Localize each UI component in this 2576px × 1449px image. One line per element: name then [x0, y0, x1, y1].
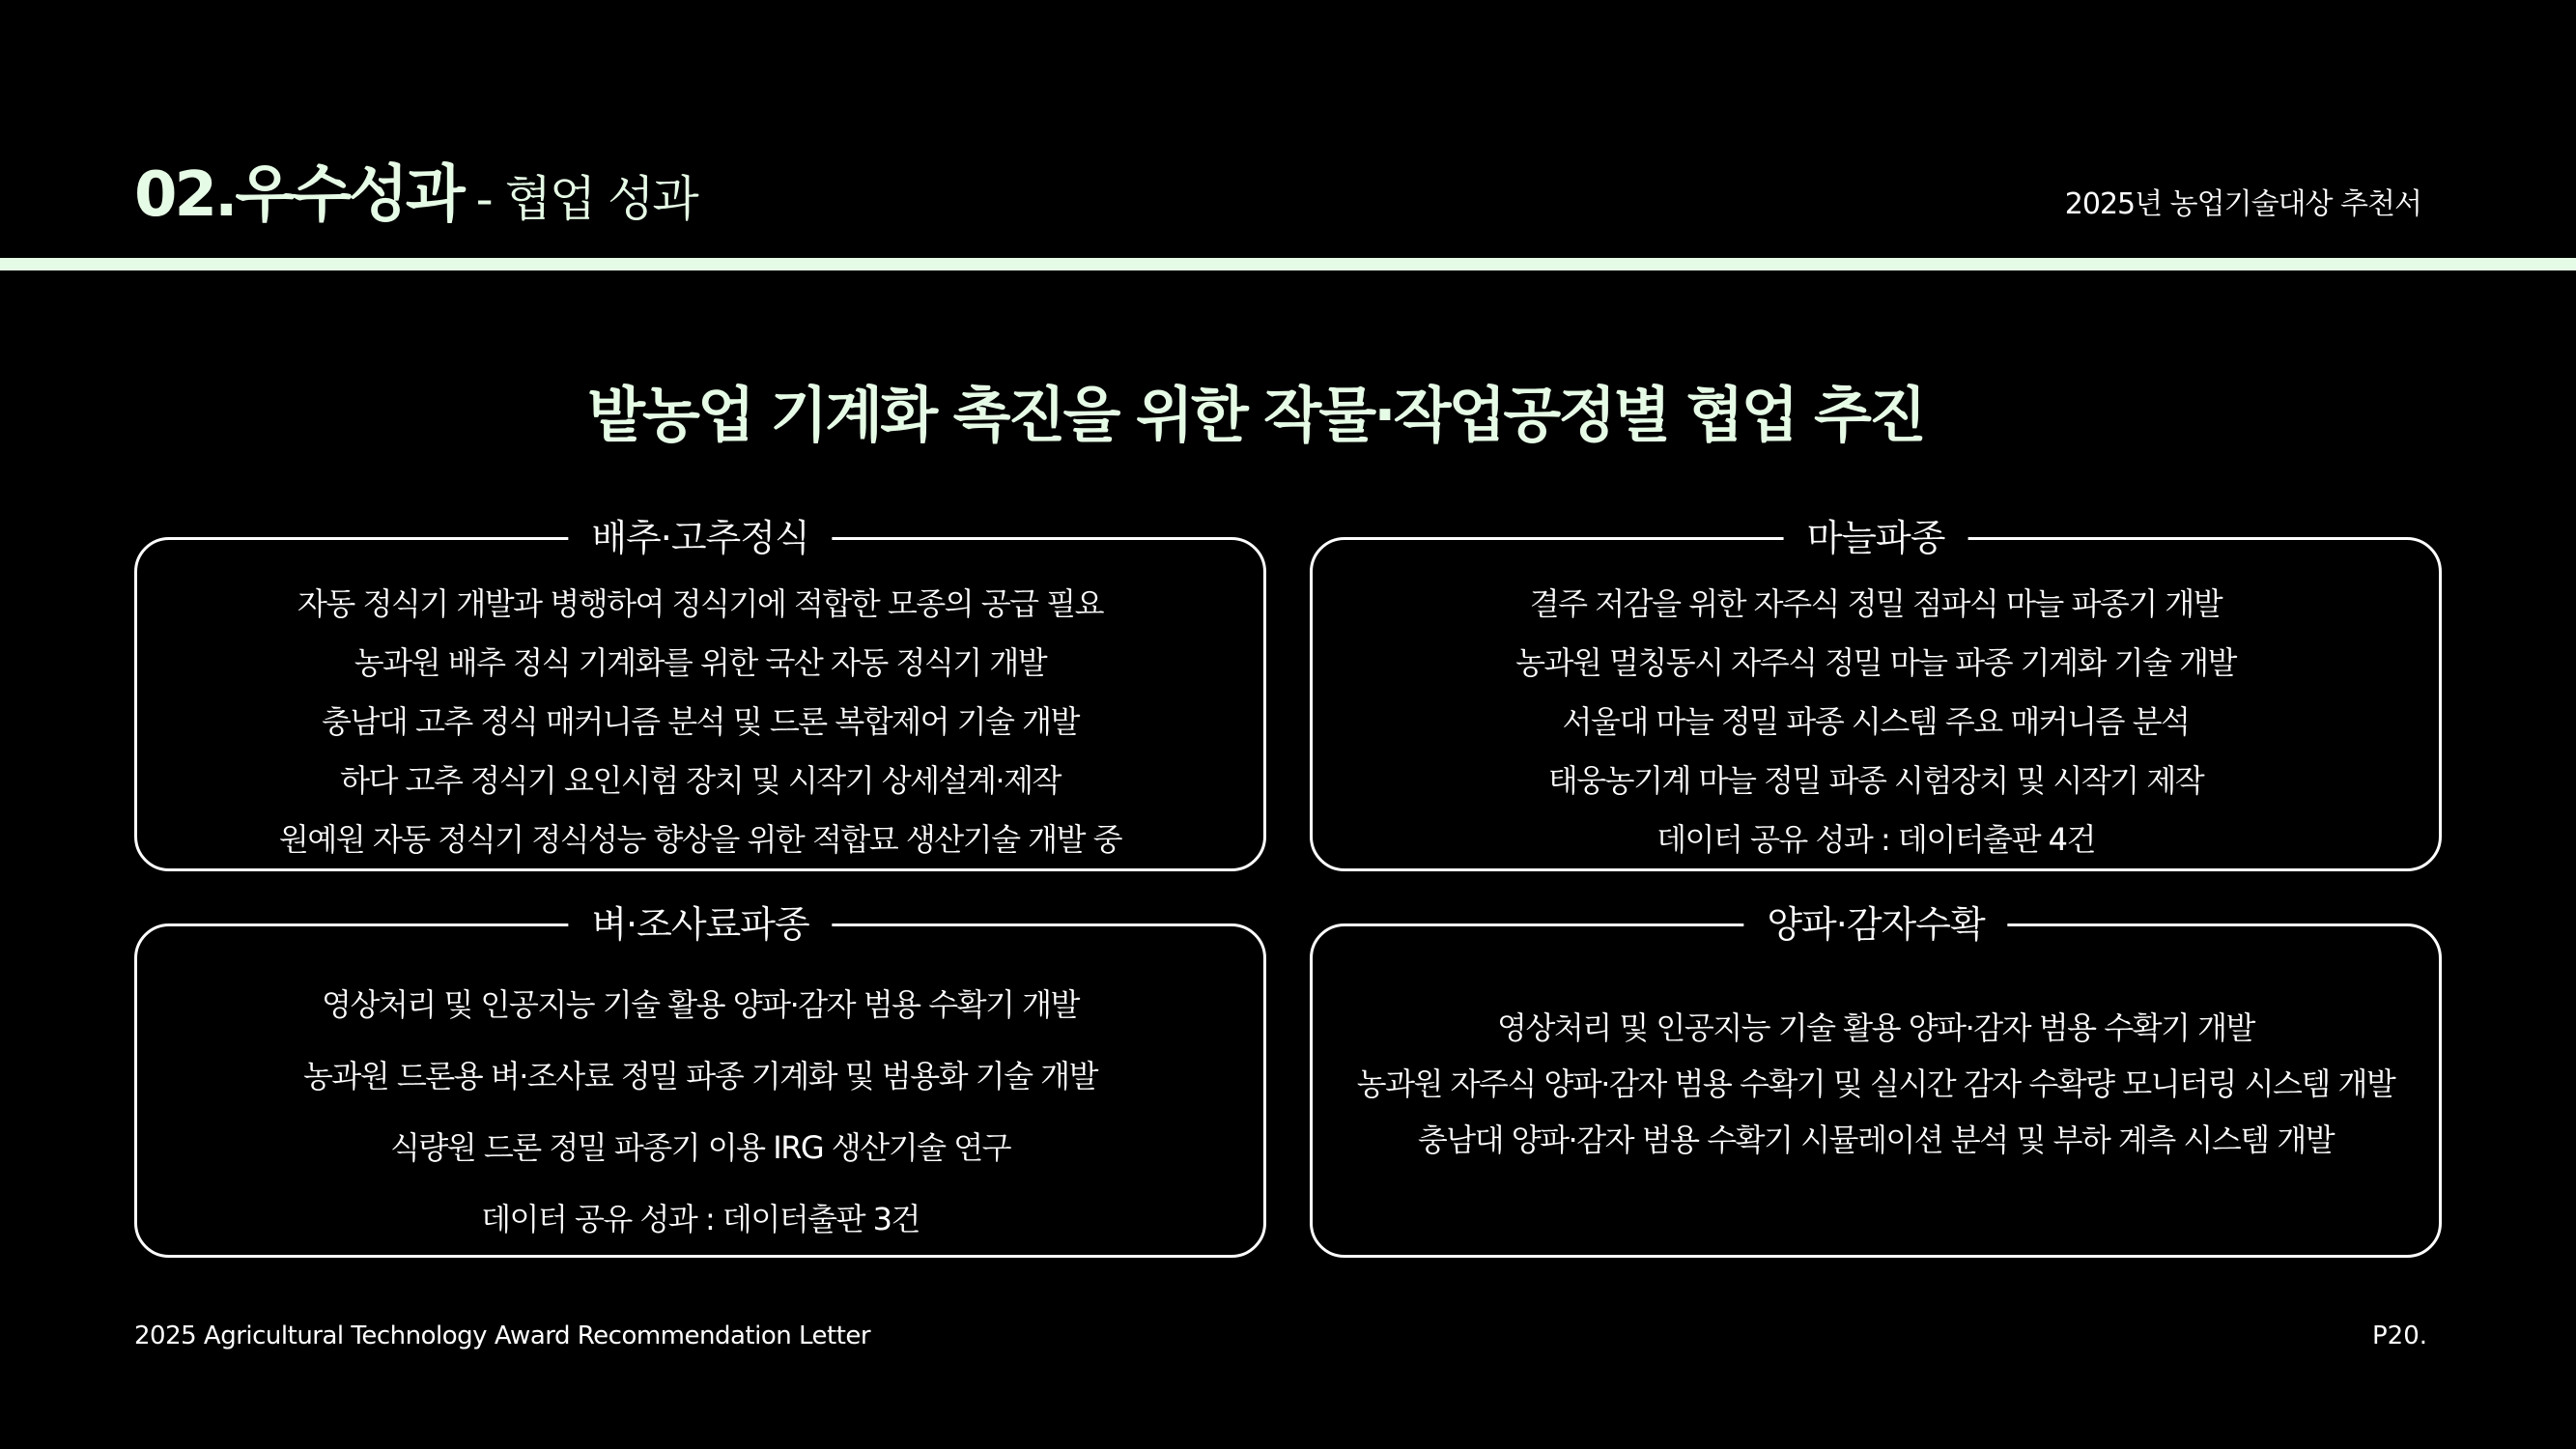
list-item: 충남대 고추 정식 매커니즘 분석 및 드론 복합제어 기술 개발: [322, 703, 1079, 740]
header-divider: [0, 258, 2576, 270]
list-item: 농과원 자주식 양파·감자 범용 수확기 및 실시간 감자 수확량 모니터링 시스템 개발: [1356, 1065, 2395, 1102]
page-number: P20.: [2371, 1321, 2427, 1350]
card-garlic-seeding: [1310, 517, 2442, 871]
list-item: 영상처리 및 인공지능 기술 활용 양파·감자 범용 수확기 개발: [322, 986, 1079, 1023]
list-item: 충남대 양파·감자 범용 수확기 시뮬레이션 분석 및 부하 계측 시스템 개발: [1417, 1122, 2335, 1158]
list-item: 데이터 공유 성과 : 데이터출판 3건: [481, 1201, 920, 1237]
list-item: 농과원 드론용 벼·조사료 정밀 파종 기계화 및 범용화 기술 개발: [302, 1058, 1098, 1094]
list-item: 태웅농기계 마늘 정밀 파종 시험장치 및 시작기 제작: [1547, 762, 2204, 799]
list-item: 하다 고추 정식기 요인시험 장치 및 시작기 상세설계·제작: [340, 762, 1061, 799]
list-item: 농과원 멀칭동시 자주식 정밀 마늘 파종 기계화 기술 개발: [1515, 644, 2236, 681]
section-subtitle: - 협업 성과: [475, 171, 697, 227]
section-title: 02.우수성과: [134, 159, 463, 231]
list-item: 영상처리 및 인공지능 기술 활용 양파·감자 범용 수확기 개발: [1497, 1009, 2254, 1046]
card-list: [1313, 1000, 2439, 1168]
card-title: 배추·고추정식: [568, 511, 832, 565]
document-label: 2025년 농업기술대상 추천서: [2064, 187, 2421, 221]
footer-caption: 2025 Agricultural Technology Award Recommendation Letter: [134, 1321, 871, 1350]
page-title: [134, 145, 697, 232]
card-rice-forage-seeding: [134, 903, 1266, 1258]
list-item: 데이터 공유 성과 : 데이터출판 4건: [1656, 821, 2095, 858]
list-item: 서울대 마늘 정밀 파종 시스템 주요 매커니즘 분석: [1562, 703, 2190, 740]
card-list: [1313, 575, 2439, 869]
card-title: 벼·조사료파종: [568, 897, 832, 952]
card-list: [137, 575, 1263, 869]
card-list: [137, 969, 1263, 1255]
list-item: 원예원 자동 정식기 정식성능 향상을 위한 적합묘 생산기술 개발 중: [278, 821, 1122, 858]
list-item: 자동 정식기 개발과 병행하여 정식기에 적합한 모종의 공급 필요: [297, 585, 1104, 622]
list-item: 결주 저감을 위한 자주식 정밀 점파식 마늘 파종기 개발: [1529, 585, 2222, 622]
card-onion-potato-harvesting: [1310, 903, 2442, 1258]
card-cabbage-pepper-transplanting: [134, 517, 1266, 871]
list-item: 농과원 배추 정식 기계화를 위한 국산 자동 정식기 개발: [354, 644, 1047, 681]
list-item: 식량원 드론 정밀 파종기 이용 IRG 생산기술 연구: [389, 1129, 1011, 1166]
slide-headline: 밭농업 기계화 촉진을 위한 작물·작업공정별 협업 추진: [587, 380, 1924, 450]
card-title: 양파·감자수확: [1743, 897, 2007, 952]
card-title: 마늘파종: [1784, 511, 1968, 565]
